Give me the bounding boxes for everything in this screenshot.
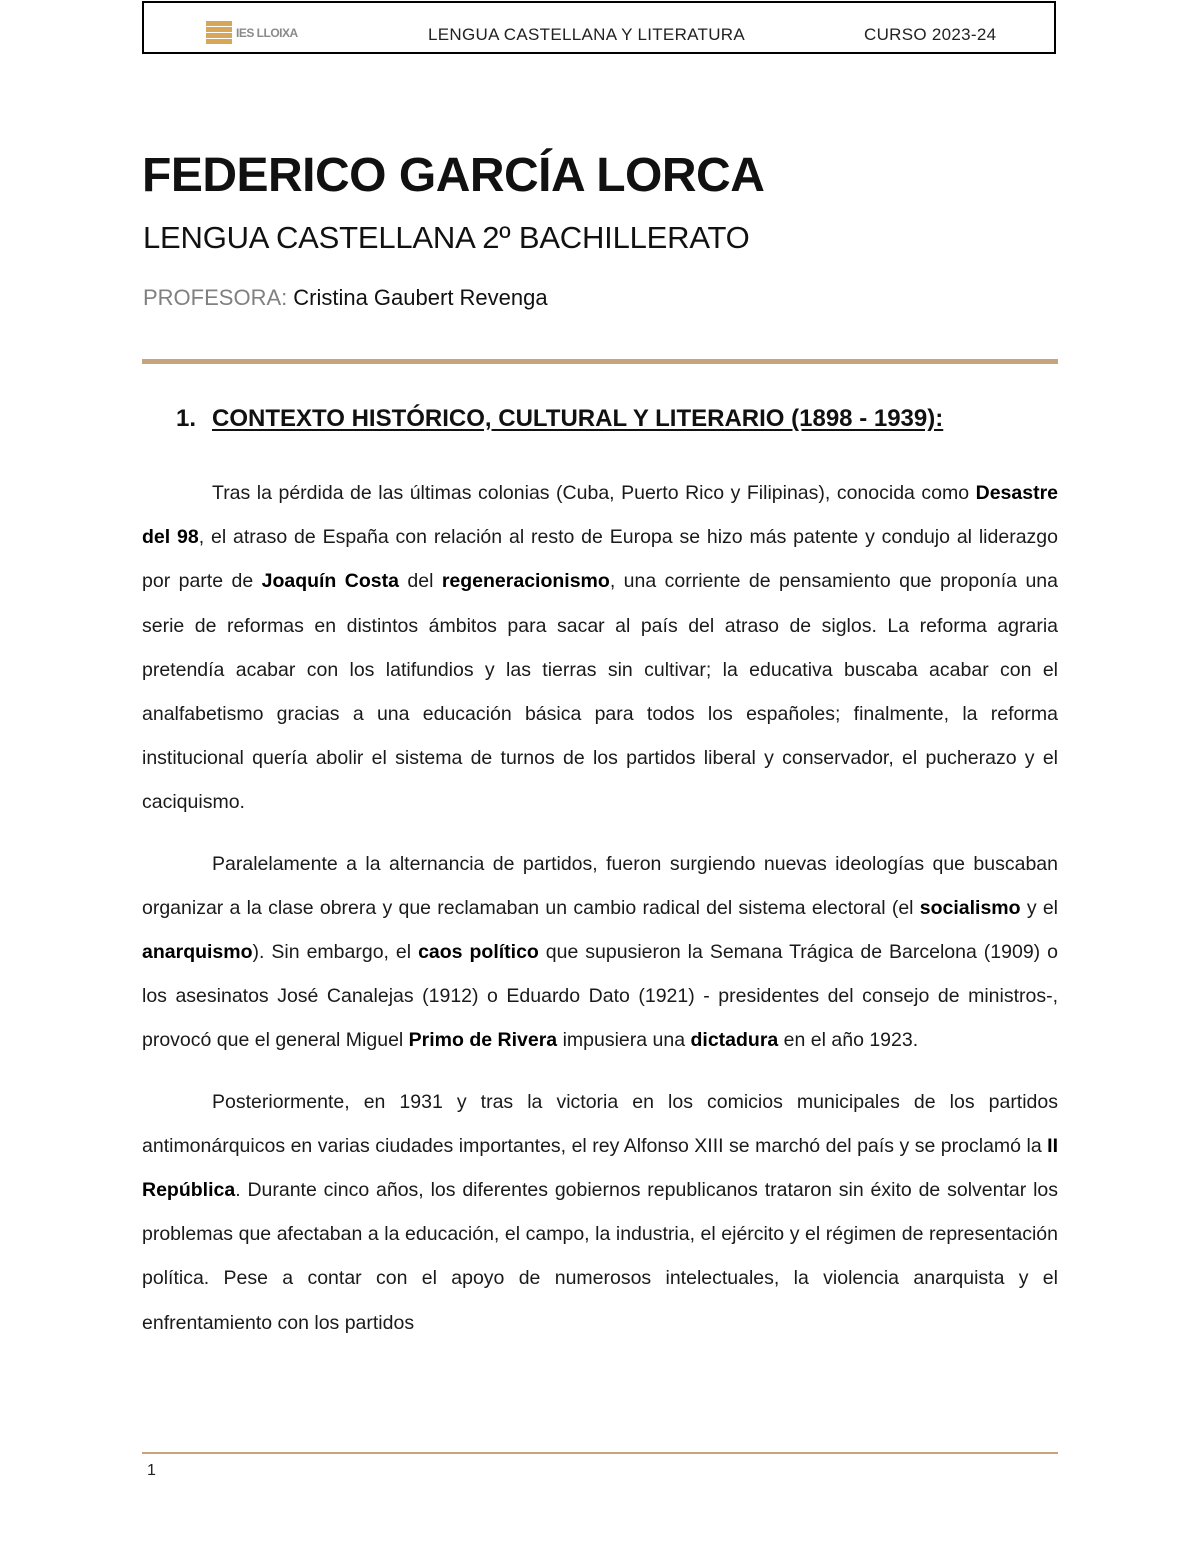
bold-term: Desastre del 98 [142,482,1058,549]
text-run: Paralelamente a la alternancia de partidos, fueron surgiendo nuevas ideologías que buscaban organizar a la clase obrera y que reclamaban un cambio radical del sistema electoral (el [142,852,1058,919]
title-divider [142,359,1058,364]
school-logo [206,20,298,46]
header-course: CURSO 2023-24 [864,25,997,44]
teacher-label: PROFESORA: [143,285,288,310]
bold-term: regeneracionismo [441,570,610,593]
page-header [142,1,1056,54]
paragraph [142,842,1058,1063]
body-text [142,471,1058,1362]
text-run: , el atraso de España con relación al resto de Europa se hizo más patente y condujo al liderazgo por parte de [142,526,1058,593]
bold-term: anarquismo [142,941,253,964]
section-number: 1. [176,405,197,432]
text-run: impusiera una [557,1029,691,1052]
bold-term: caos político [418,941,539,964]
page-number: 1 [147,1462,156,1479]
bold-term: socialismo [919,896,1021,919]
header-subject: LENGUA CASTELLANA Y LITERATURA [428,25,746,44]
text-run: ). Sin embargo, el [252,941,419,964]
teacher-line [143,285,548,311]
paragraph [142,1080,1058,1345]
text-run: Posteriormente, en 1931 y tras la victoria en los comicios municipales de los partidos antimonárquicos en varias ciudades importantes, el rey Alfonso XIII se marchó del país y se proclamó la [142,1090,1058,1157]
logo-text: IES LLOIXA [236,26,298,40]
document-subtitle: LENGUA CASTELLANA 2º BACHILLERATO [143,220,750,255]
document-title: FEDERICO GARCÍA LORCA [142,149,765,202]
bold-term: II República [142,1134,1058,1202]
text-run: en el año 1923. [778,1029,919,1052]
text-run: . Durante cinco años, los diferentes gobiernos republicanos trataron sin éxito de solventar los problemas que afectaban a la educación, el campo, la industria, el ejército y el régimen de representación política. Pese a contar con el apoyo de numerosos intelectuales, la violencia anarquista y el enfrentamiento con los partidos [142,1179,1058,1334]
building-icon [206,21,232,45]
section-title: CONTEXTO HISTÓRICO, CULTURAL Y LITERARIO (1898 - 1939): [212,405,944,432]
bold-term: Joaquín Costa [261,570,399,593]
text-run: Tras la pérdida de las últimas colonias (Cuba, Puerto Rico y Filipinas), conocida como [212,482,976,504]
text-run: que supusieron la Semana Trágica de Barcelona (1909) o los asesinatos José Canalejas (1912) o Eduardo Dato (1921) - presidentes del consejo de ministros-, provocó que el general Miguel [142,941,1058,1052]
text-run: del [398,570,442,593]
text-run: , una corriente de pensamiento que proponía una serie de reformas en distintos ámbitos para sacar al país del atraso de siglos. La reforma agraria pretendía acabar con los latifundios y las tierras sin cultivar; la educativa buscaba acabar con el analfabetismo gracias a una educación básica para todos los españoles; finalmente, la reforma institucional quería abolir el sistema de turnos de los partidos liberal y conservador, el pucherazo y el caciquismo. [142,570,1058,814]
footer-divider [142,1452,1058,1454]
teacher-name: Cristina Gaubert Revenga [293,285,548,310]
bold-term: Primo de Rivera [408,1029,558,1052]
bold-term: dictadura [690,1029,779,1052]
text-run: y el [1020,896,1058,919]
paragraph [142,471,1058,825]
section-heading [176,405,943,433]
